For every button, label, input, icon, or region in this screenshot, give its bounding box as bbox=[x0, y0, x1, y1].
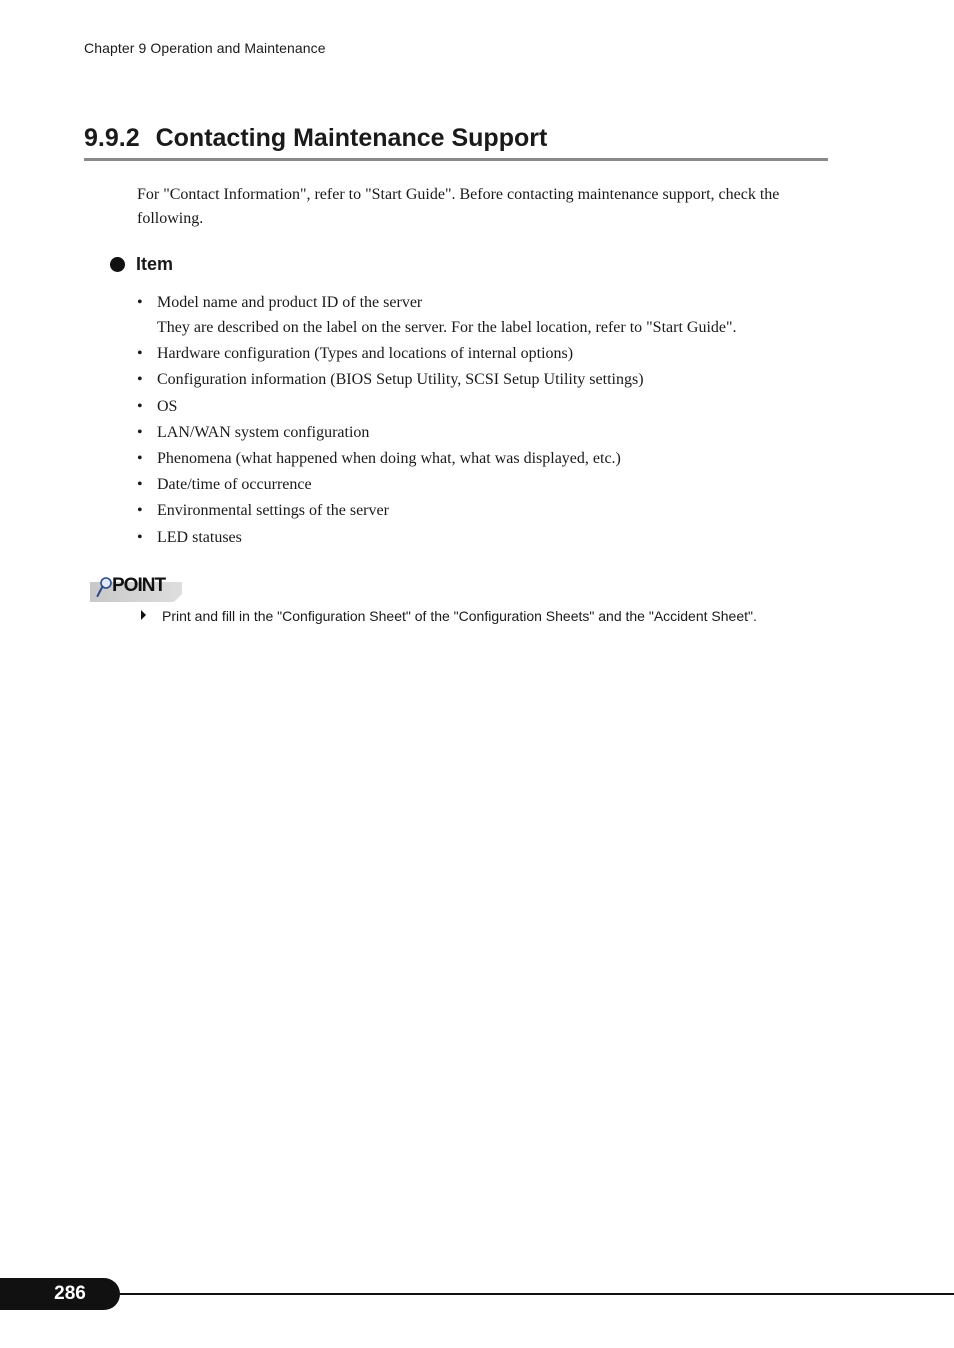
list-item-text: Environmental settings of the server bbox=[157, 502, 389, 520]
running-header: Chapter 9 Operation and Maintenance bbox=[84, 40, 326, 56]
intro-paragraph: For "Contact Information", refer to "Start Guide". Before contacting maintenance support, check the following. bbox=[137, 186, 780, 227]
bullet-icon: • bbox=[137, 476, 143, 494]
list-item bbox=[137, 500, 737, 522]
list-item-note: They are described on the label on the server. For the label location, refer to "Start Guide". bbox=[157, 319, 737, 336]
section-number: 9.9.2 bbox=[84, 124, 140, 152]
bullet-icon: • bbox=[137, 397, 143, 415]
item-subheading bbox=[110, 252, 173, 276]
triangle-right-icon bbox=[141, 610, 146, 620]
footer-rule bbox=[110, 1293, 954, 1295]
item-subheading-label: Item bbox=[136, 254, 174, 274]
list-item bbox=[137, 343, 737, 365]
list-item bbox=[137, 369, 737, 391]
bullet-icon: • bbox=[137, 345, 143, 363]
list-item-text: Date/time of occurrence bbox=[157, 476, 312, 494]
list-item bbox=[137, 527, 737, 549]
section-heading bbox=[84, 122, 828, 161]
bullet-icon: • bbox=[137, 423, 143, 441]
list-item-text: Phenomena (what happened when doing what, what was displayed, etc.) bbox=[157, 449, 621, 467]
magnifier-icon bbox=[96, 576, 112, 598]
list-item-text: Configuration information (BIOS Setup Utility, SCSI Setup Utility settings) bbox=[157, 371, 644, 389]
list-item bbox=[137, 474, 737, 496]
bullet-icon: • bbox=[137, 294, 143, 311]
bullet-icon: • bbox=[137, 528, 143, 546]
point-label: POINT bbox=[112, 575, 166, 596]
bullet-icon: • bbox=[137, 502, 143, 520]
bullet-icon: • bbox=[137, 371, 143, 389]
filled-circle-icon bbox=[110, 257, 125, 272]
list-item bbox=[137, 422, 737, 444]
list-item-text: Model name and product ID of the server bbox=[157, 294, 423, 311]
page-number: 286 bbox=[0, 1278, 120, 1310]
list-item-text: LED statuses bbox=[157, 528, 242, 546]
bullet-icon: • bbox=[137, 449, 143, 467]
point-badge bbox=[90, 574, 182, 602]
point-note-text: Print and fill in the "Configuration Sheet" of the "Configuration Sheets" and the "Accident Sheet". bbox=[162, 608, 757, 624]
list-item-text: Hardware configuration (Types and locations of internal options) bbox=[157, 345, 574, 363]
item-list bbox=[137, 292, 737, 553]
section-title: Contacting Maintenance Support bbox=[155, 124, 548, 152]
list-item bbox=[137, 292, 737, 339]
list-item bbox=[137, 448, 737, 470]
list-item-text: LAN/WAN system configuration bbox=[157, 423, 370, 441]
point-note bbox=[141, 606, 757, 626]
list-item bbox=[137, 396, 737, 418]
list-item-text: OS bbox=[157, 397, 178, 415]
